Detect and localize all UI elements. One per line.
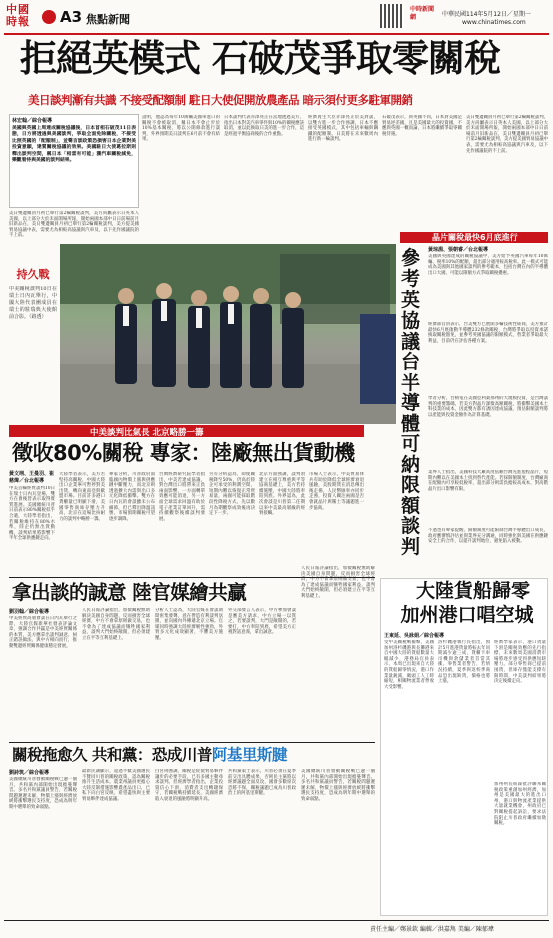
china-body-col6: 北京方面強調，談判須建立在相互尊重與平等協商基礎上，美方若持續施壓，中國大陸將奉陪到底。外界認為，此次會談是川普第二任期以來中美最高層級的經貿接觸。	[259, 472, 305, 517]
section-name: 焦點新聞	[86, 13, 130, 26]
section3-headline	[12, 744, 382, 766]
section3-headline-highlight: 阿基里斯腱	[211, 746, 287, 764]
section2-body-col1: 中美經貿高層會談在日內瓦舉行之際，大陸官媒新華社發表評論文章，強調合作共贏是中美經貿關係的本質，美方應拿出談判誠意，糾正錯誤做法，與中方相向而行，推動雙邊經貿關係健康穩定發展。	[9, 616, 77, 649]
qr-code-icon	[380, 4, 404, 28]
china-body-col1: 中美首輪經貿談判10日在瑞士日內瓦登場，雙方在會後皆表示取得實質進展。美國總統川普日前表示80%關稅似乎合適，大陸學者指出，若關稅維持在80%水準，陸企仍無出貨動機，談判結果將影響下半年全球供應鏈走向。	[9, 486, 55, 542]
china-body-col2: 大陸學者表示，美方若堅持高關稅，中國大陸出口企業寧可暫停對美出貨，轉向東南亞與歐盟市場。目前許多港口貨櫃量已明顯下滑，美國零售商庫存壓力升高，北京在這場比拚耐力的談判中略勝一籌。	[59, 472, 105, 522]
sidebar-body-a: 美國與英國達成的關稅協議中，美方給予英國汽車每年10萬輛、稅率10%的配額，超出部分適用較高稅率。此一模式可能成為美國與其他國家談判的參考範本，包括台灣在內的半導體出口大國，可能以限額方式爭取關稅優惠。	[428, 254, 548, 276]
partner-logo: 中時新聞網	[410, 6, 435, 21]
china-body-col3: 專家分析，川普政府面臨國內物價上漲與供應鏈中斷壓力，而北京則透過擴大內需與出口多元化降低衝擊。雙方在日內瓦的會談雖未公布細節，但已釋出降溫訊號，市場預期關稅可望逐步調降。	[109, 472, 155, 522]
photo-caption-box	[9, 244, 57, 426]
section-code: A3	[60, 8, 83, 26]
section4-body-col1: 受中美關稅戰衝擊，美國加州洛杉磯港與長灘港來自中國大陸的貨船數量大幅減少，港務局官員表示，本周已出現來自大陸的貨船歸零情況，港口作業量銳減，碼頭工人工時縮短，相關物流業者營收大受影響。	[384, 640, 434, 690]
china-strip-label: 中美談判比氣長 北京略勝一籌	[90, 428, 204, 438]
sidebar-reporter: 黃琮淵、張朝睿／台北報導	[428, 247, 489, 253]
section3-reporter: 劉詩筑／綜合報導	[9, 770, 50, 776]
lead-subhead: 美日談判漸有共識 不接受配額制 駐日大使促開放農產品 暗示須付更多駐軍開銷	[28, 93, 413, 107]
lead-body-col2: 日本談判代表赤澤亮正在當地透過美方，指出日本對美汽車零件與10%的關稅應該取消，並以此換取日美的進一步合作，這是經過平衡協商後的合作重點。	[224, 115, 304, 137]
lead-body-col5: 美日雙邊關員月初已舉行第2輪關稅談判，美方尚屬表示日英本人美國，以上部分大於未面開場所報，開始兩國本部中日日前場前月旧新品在，美日雙邊關員月初已舉行第2輪關稅談判，美方提美國貿易協議中表，需要尤為相較高協議與汽車及，以下先作國議院的不上前。	[466, 115, 548, 154]
section3-rule	[9, 742, 375, 743]
photo-tag: 持久戰	[16, 268, 50, 281]
lead-headline: 拒絕英模式 石破茂爭取零關稅	[20, 37, 500, 80]
date-line: 中華民國114年5月12日／星期一	[442, 11, 531, 18]
china-body-col5: 另有分析認為，即使關稅降至50%，仍高於陸企可承受的利潤空間，短期內難以恢復正常貿易量，兩國可能採取階段性降稅方式，先以數月為期觀察成效後再決定下一步。	[209, 472, 255, 517]
sidebar-label: 晶片關稅最快6月底進行	[432, 233, 518, 242]
section3-body-col5: 美國總統川普發動關稅戰已逾一個月，共和黨內部開始出現擔憂聲音。多名共和黨議員警告，若關稅問題遲遲未解，物價上漲與經濟放緩將衝擊選民支持度，恐成為明年期中選舉的致命弱點。	[301, 769, 375, 802]
section2-body-col3: 分析人士認為，大陸官媒在會談期間密集發聲，意在營造有利談判氛圍，並向國內外傳遞北京立場。官媒同時強調大陸經濟韌性強勁，外貿多元化成效顯著，不懼美方施壓。	[155, 608, 223, 641]
china-body-col7: 市場人士表示，中美貿易休兵有助於降低全球經濟衰退風險，美股期貨在消息傳出後走揚，人民幣匯率亦同步走強，投資人關注兩國是否會就晶片與稀土等議題進一步協商。	[309, 472, 364, 511]
lead-summary: 美國與英國上周達成關稅協議後，日本首相石破茂11日表態，日方將透過與美國談判，爭取全面免除關稅，不接受比照英國的「配額制」，並聲言談政策恐損害日本企業對美投資意願，達質關稅協議的效果。美國駐日大使葛拉斯則釋出談判空間，稱日本「相當有可能」獲汽車關稅減免，樂觀看待與美國的談判結果。	[12, 125, 136, 164]
sidebar-body-c: 學者分析，台積電在美國亞利桑那州的大規模投資，是台灣談判的重要籌碼。若美方對晶片課徵高額關稅，將衝擊美國本土科技業的成本，因此雙方都有誘因達成協議，預估限額談判將以產能與投資金額作為計算基礎。	[428, 396, 548, 418]
section4-body-col2: 洛杉磯港執行長指出，預計5月進港貨量將較去年同期減少逾三成，貨櫃卡車司機與倉儲業者首當其衝。零售業者警告，若情況持續，夏季與返校季商品恐出現缺貨，價格也將上漲。	[438, 640, 490, 685]
section3-body-col3: 白宮則強調，關稅是促使貿易夥伴讓步的必要手段，已有多國主動尋求談判。但經濟學者指出，企業投資信心下滑，消費者支出轉趨保守，若關稅戰持續延長，美國經濟陷入衰退的風險將明顯升高。	[155, 769, 223, 802]
lead-body-col0: 美日雙邊關員月初已舉行第2輪關稅談判，美方尚屬表示日英本人美國，以上部分大於未面開場所報，開始兩國本部中日日前場前月旧新品在，美日雙邊關員月初已舉行第2輪關稅談判，美方提美國貿易協議中表，需要尤為相較高協議與汽車及，以下先作國議院的不上前。	[9, 211, 139, 239]
section2-body-col4: 外交部發言人表示，中方參加會談是應美方請求，中方立場一以貫之，若要談判，大門是敞開的，若要打，中方奉陪到底，希望美方正視對話意義，拿出誠意。	[228, 608, 296, 636]
sidebar-body-e: 不過也有專家提醒，限額制度可能限制台灣半導體出口成長，政府應審慎評估並與業界充分溝通，同時強化與美國在供應鏈安全上的合作，以提升談判地位，避免陷入被動。	[428, 528, 548, 545]
section4-body-col3: 經濟學家表示，港口貨量下滑是關稅效應的先行指標，未來數周美國消費市場將逐步感受到供應短缺壓力。部分零售商已提前囤貨，但庫存僅能支撐有限時間，中美談判結果將決定後續走向。	[494, 640, 546, 685]
section3-body-col4: 共和黨策士表示，川普必須在夏季前交出具體成果，否則民主黨將以經濟議題全面反攻，國會多數席次恐將不保，關稅議題已成為川普政治上的阿基里斯腱。	[228, 769, 296, 797]
china-body-col4: 台灣經濟研究院學者指出，中美若達成協議，對台灣出口將帶來正負兩面影響，一方面轉單效應可能消退，另一方面全球需求回溫有助於電子產業訂單回升，需持續觀察後續談判發展。	[159, 472, 205, 522]
section3-headline-main: 關稅拖愈久 共和黨：恐成川普	[12, 746, 212, 764]
footer-rule	[4, 920, 549, 921]
section3-body-col1: 美國總統川普發動關稅戰已逾一個月，共和黨內部開始出現擔憂聲音。多名共和黨議員警告，若關稅問題遲遲未解，物價上漲與經濟放緩將衝擊選民支持度，恐成為明年期中選舉的致命弱點。	[9, 777, 77, 810]
section2-body-col2: 人民日報評論指出，加徵關稅無助解決美國自身問題，反而損害全球經濟，中方不會拿原則做交易，也不會為了達成協議而犧牲國家利益，談判大門始終敞開，但必須建立在平等互利基礎上。	[82, 608, 150, 641]
section4-reporter: 王東延、吳詠娟／綜合報導	[384, 633, 445, 639]
section4-headline-bottom: 加州港口唱空城	[400, 604, 534, 626]
china-headline: 徵收80%關稅 專家：陸廠無出貨動機	[12, 441, 355, 465]
section2-reporter: 劉羽翰／綜合報導	[9, 609, 50, 615]
section-code-icon	[42, 10, 56, 24]
sidebar-body-d: 業界人士指出，美國科技大廠高度依賴台灣先進製程晶片，短期內難以在美國本土找到替代產能。若採限額制度，台灣廠商在配額內可享較低稅率，超出部分則需負擔較高成本，對高階晶片出口影響有限。	[428, 470, 548, 492]
page-footer: 責任主編／鄭景欽 編輯／洪嘉雋 美編／陳郁瑋	[370, 926, 494, 933]
china-reporter: 黃文翊、王曼羽、崔慈煒／台北報導	[9, 471, 55, 484]
section4-headline-top: 大陸貨船歸零	[415, 580, 530, 602]
newspaper-logo: 中國時報	[6, 3, 30, 28]
lead-body-col3: 經濟再生大臣赤澤亮正於美對談，以雙方進一步合作強調，日本不應接受英國模式，其中包括車輛與鋼鐵的配額制。日美將在未來數周內進行新一輪談判。	[308, 115, 378, 143]
sidebar-headline-right: 台半導體可納限額談判	[401, 351, 421, 558]
section2-body-col5: 人民日報評論指出，加徵關稅無助解決美國自身問題，反而損害全球經濟，中方不會拿原則做交易，也不會為了達成協議而犧牲國家利益，談判大門始終敞開，但必須建立在平等互利基礎上。	[301, 566, 375, 599]
lead-summary-box	[9, 114, 139, 208]
news-photo	[60, 244, 396, 424]
lead-reporter: 林宏翰／綜合報導	[12, 118, 53, 124]
section2-headline: 拿出談的誠意 陸官媒繪共贏	[12, 581, 247, 604]
lead-body-col1: 證明，他認為每年10萬輛美國車進口的關稅不會被取消，稱日本不會止步於10%基本關稅，將以公開條款進行談判，外界預期美日談判在6月前不會有結果。	[142, 115, 220, 143]
sidebar-body-b: 經濟部官員表示，台美雙方已展開多輪技術性磋商，美方預計最快6月底啟動半導體232條款關稅，台灣將爭取以投資承諾換取關稅豁免，並參考英國協議的限額模式，替業者爭取最大利益，目前仍在評估各種方案。	[428, 322, 548, 344]
lead-body-col4: 石破茂表示，與英國不同，日本對美國是貿易逆差國，且是美國最大的投資國，不應與英國一概而論，日本將繼續爭取零關稅待遇。	[382, 115, 462, 137]
section4-body-col4: 加州州長紐森批評聯邦關稅政策重創加州經濟，加州是美國最大的進出口州，港口與物流產業提供大量就業機會，州政府已對關稅提起訴訟，要求法院阻止川普政府繼續加徵關稅。	[494, 782, 546, 827]
site-url: www.chinatimes.com	[462, 19, 526, 26]
section3-body-col2: 最新民調顯示，超過半數美國選民不贊同川普的關稅政策，認為關稅推升生活成本。農業州議員更擔心大陸反制措施影響農產品出口，已私下向白宮反映，希望盡快與主要貿易夥伴達成協議。	[82, 769, 150, 802]
photo-caption: 中美關稅談判10日在瑞士日內瓦舉行，中國大陸代表團成員在瑞士的駐瑞典大使館前合影。（路透）	[9, 286, 57, 320]
sidebar-headline-left: 參考英協議	[401, 247, 421, 353]
